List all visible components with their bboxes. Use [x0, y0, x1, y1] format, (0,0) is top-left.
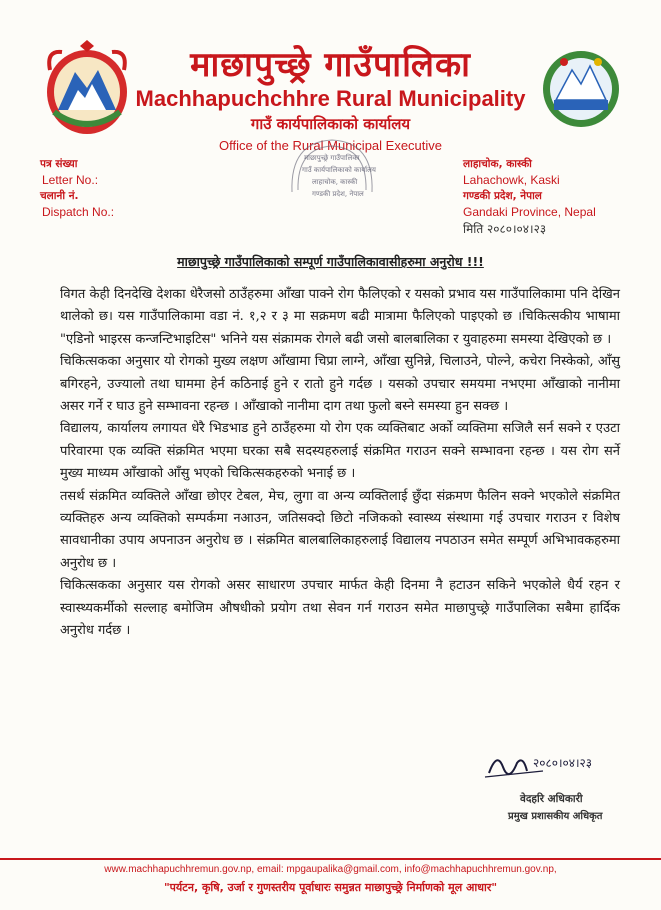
stamp-line-2: गाउँ कार्यपालिकाको कार्यालय	[302, 166, 376, 174]
stamp-line-3: लाहाचोक, कास्की	[312, 178, 358, 186]
municipality-title-nepali: माछापुच्छ्रे गाउँपालिका	[190, 45, 471, 85]
dispatch-no-label: Dispatch No.:	[42, 205, 115, 219]
place-english: Lahachowk, Kaski	[463, 173, 560, 187]
letter-no-label: Letter No.:	[42, 173, 99, 187]
body-paragraph: चिकित्सकका अनुसार यो रोगको मुख्य लक्षण आँखामा चिप्रा लाग्ने, आँखा सुनिन्ने, चिलाउने, पोल्ने, कचेरा निस्केको, आँसु बगिरहने, उज्यालो तथा घाममा हेर्न कठिनाई हुने र रातो हुने गर्दछ । यसको उपचार समयमा नभएमा आँखाको नानीमा असर गर्ने र घाउ हुने सम्भावना रहन्छ । आँखाको नानीमा दाग तथा फुलो बस्ने समस्या हुन सक्छ ।	[60, 354, 620, 415]
signatory-name: वेदहरि अधिकारी	[520, 793, 583, 805]
stamp-line-1: माछापुच्छ्रे गाउँपालिका	[304, 154, 360, 162]
signatory-title: प्रमुख प्रशासकीय अधिकृत	[508, 811, 603, 822]
place-nepali: लाहाचोक, कास्की	[463, 158, 532, 170]
municipality-title-english: Machhapuchchhre Rural Municipality	[135, 86, 526, 111]
footer-slogan: "पर्यटन, कृषि, उर्जा र गुणस्तरीय पूर्वाधारः समुन्नत माछापुच्छ्रे निर्माणको मूल आधार"	[163, 881, 498, 894]
province-english: Gandaki Province, Nepal	[463, 205, 596, 219]
handwritten-signature	[483, 745, 613, 785]
province-nepali: गण्डकी प्रदेश, नेपाल	[463, 190, 542, 202]
footer-divider	[0, 858, 661, 860]
signature-date: २०८०।०४।२३	[533, 756, 593, 770]
patra-sankhya-label: पत्र संख्या	[40, 158, 78, 170]
office-title-nepali: गाउँ कार्यपालिकाको कार्यालय	[250, 115, 411, 133]
stamp-line-4: गण्डकी प्रदेश, नेपाल	[312, 190, 364, 198]
letter-date: मिति २०८०।०४।२३	[463, 222, 547, 236]
letter-meta-right	[463, 156, 596, 220]
chalani-label: चलानी नं.	[40, 190, 79, 202]
footer-contact: www.machhapuchhremun.gov.np, email: mpgaupalika@gmail.com, info@machhapuchhremun.gov.np,	[104, 864, 557, 875]
body-paragraph: तसर्थ संक्रमित व्यक्तिले आँखा छोएर टेबल, मेच, लुगा वा अन्य व्यक्तिलाई छुँदा संक्रमण फैलिन सक्ने भएकोले संक्रमित व्यक्तिहरु अन्य व्यक्तिको सम्पर्कमा नआउन, जतिसक्दो छिटो नजिकको स्वास्थ्य संस्थामा गई उपचार गराउन र विशेष सावधानीका उपाय अपनाउन अनुरोध छ । संक्रमित बालबालिकाहरुलाई विद्यालय नपठाउन समेत सम्पूर्ण अभिभावकहरुमा अनुरोध छ ।	[60, 488, 620, 571]
office-title-english: Office of the Rural Municipal Executive	[218, 138, 443, 153]
body-paragraph: विगत केही दिनदेखि देशका धेरैजसो ठाउँहरुमा आँखा पाक्ने रोग फैलिएको र यसको प्रभाव यस गाउँपालिकामा पनि देखिन थालेको छ। यस गाउँपालिकामा वडा नं. १,२ र ३ मा सक्रमण बढी मात्रामा फैलिएको पाइएको छ ।चिकित्सकीय भाषामा "एडिनो भाइरस कन्जन्टिभाइटिस" भनिने यस संक्रामक रोगले बढी जसो बालबालिका र युवाहरुमा समस्या देखिएको छ ।	[60, 287, 620, 347]
body-paragraph: विद्यालय, कार्यालय लगायत धेरै भिडभाड हुने ठाउँहरुमा यो रोग एक व्यक्तिबाट अर्को व्यक्तिमा सजिलै सर्न सक्ने र एउटा परिवारमा एक व्यक्ति संक्रमित भएमा घरका सबै सदस्यहरुलाई संक्रमित गराउन सक्ने सम्भावना रहन्छ । यस रोग सर्ने मुख्य माध्यम आँखाको आँसु भएको चिकित्सकहरुको भनाई छ ।	[60, 421, 620, 482]
body-paragraph: चिकित्सकका अनुसार यस रोगको असर साधारण उपचार मार्फत केही दिनमा नै हटाउन सकिने भएकोले धैर्य रहन र स्वास्थ्यकर्मीको सल्लाह बमोजिम औषधीको प्रयोग तथा सेवन गर्न गराउन समेत माछापुच्छ्रे गाउँपालिका सबैमा हार्दिक अनुरोध गर्दछ ।	[60, 578, 620, 639]
letter-body	[60, 284, 620, 643]
municipality-logo	[540, 48, 622, 130]
letter-meta-left	[40, 156, 114, 220]
letter-subject: माछापुच्छ्रे गाउँपालिकाको सम्पूर्ण गाउँपालिकावासीहरुमा अनुरोध !!!	[177, 254, 484, 269]
office-stamp	[282, 132, 382, 212]
